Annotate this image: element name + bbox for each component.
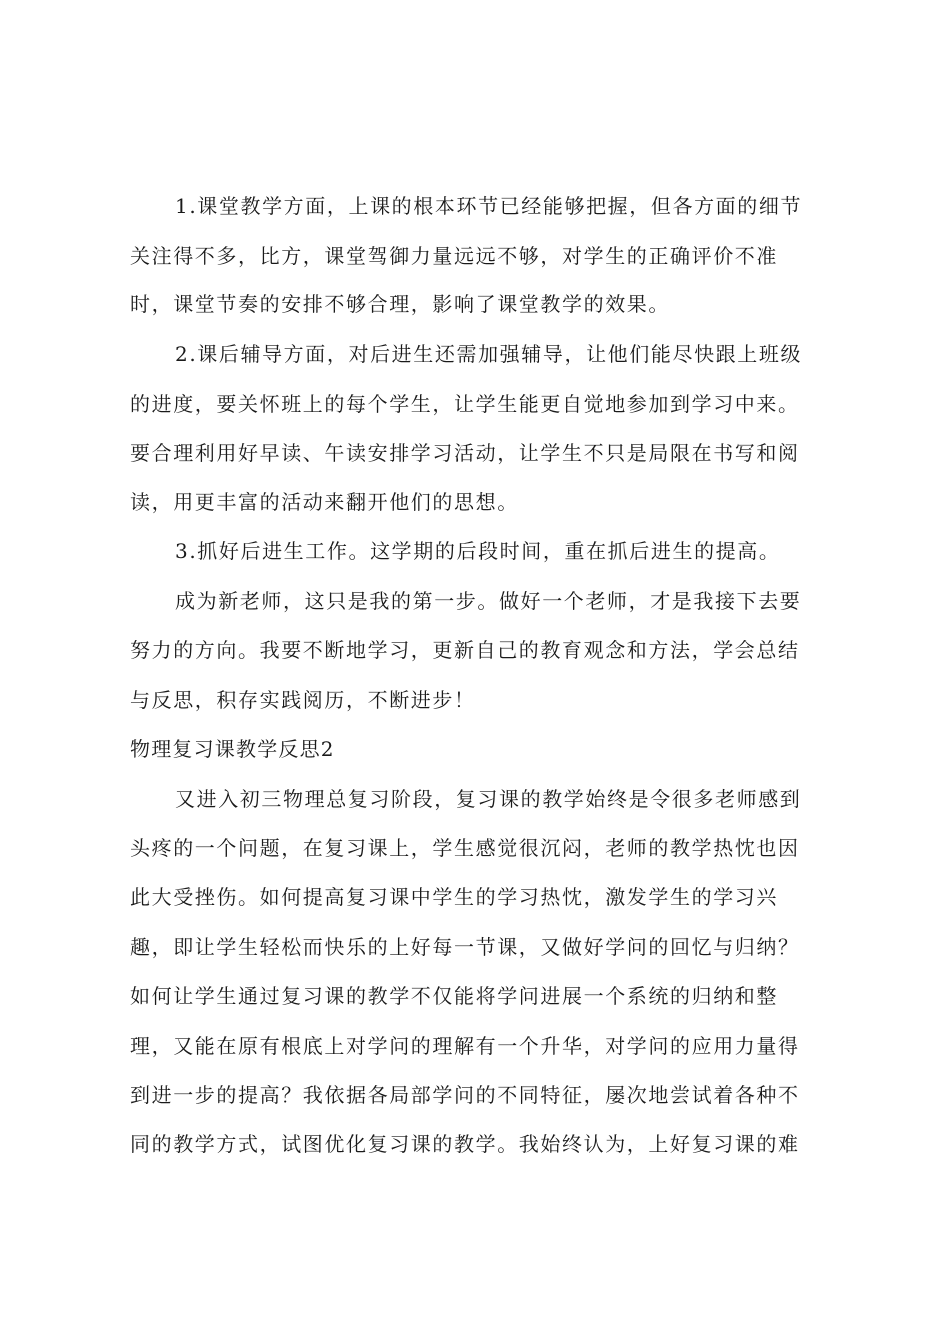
paragraph-5-line-5: 如何让学生通过复习课的教学不仅能将学问进展一个系统的归纳和整 [130, 984, 778, 1008]
paragraph-4-line-3: 与反思，积存实践阅历，不断进步！ [130, 688, 476, 712]
paragraph-5-line-4: 趣，即让学生轻松而快乐的上好每一节课，又做好学问的回忆与归纳？ [130, 935, 800, 959]
paragraph-1-line-2: 关注得不多，比方，课堂驾御力量远远不够，对学生的正确评价不准 [130, 244, 778, 268]
paragraph-5-line-6: 理，又能在原有根底上对学问的理解有一个升华，对学问的应用力量得 [130, 1034, 800, 1058]
paragraph-5-line-2: 头疼的一个问题，在复习课上，学生感觉很沉闷，老师的教学热忱也因 [130, 836, 800, 860]
section-heading: 物理复习课教学反思2 [130, 737, 335, 761]
paragraph-2-line-1: 2.课后辅导方面，对后进生还需加强辅导，让他们能尽快跟上班级 [175, 342, 803, 366]
paragraph-4-line-2: 努力的方向。我要不断地学习，更新自己的教育观念和方法，学会总结 [130, 638, 800, 662]
paragraph-2-line-4: 读，用更丰富的活动来翻开他们的思想。 [130, 490, 519, 514]
paragraph-4-line-1: 成为新老师，这只是我的第一步。做好一个老师，才是我接下去要 [175, 589, 802, 613]
paragraph-1-line-3: 时，课堂节奏的安排不够合理，影响了课堂教学的效果。 [130, 292, 670, 316]
paragraph-5-line-8: 同的教学方式，试图优化复习课的教学。我始终认为，上好复习课的难 [130, 1132, 800, 1156]
paragraph-2-line-3: 要合理利用好早读、午读安排学习活动，让学生不只是局限在书写和阅 [130, 441, 800, 465]
paragraph-1-line-1: 1.课堂教学方面，上课的根本环节已经能够把握，但各方面的细节 [175, 194, 803, 218]
paragraph-5-line-7: 到进一步的提高？我依据各局部学问的不同特征，屡次地尝试着各种不 [130, 1083, 800, 1107]
paragraph-5-line-3: 此大受挫伤。如何提高复习课中学生的学习热忱，激发学生的学习兴 [130, 885, 778, 909]
paragraph-2-line-2: 的进度，要关怀班上的每个学生，让学生能更自觉地参加到学习中来。 [130, 392, 800, 416]
paragraph-5-line-1: 又进入初三物理总复习阶段，复习课的教学始终是令很多老师感到 [175, 787, 802, 811]
paragraph-3-line-1: 3.抓好后进生工作。这学期的后段时间，重在抓后进生的提高。 [175, 539, 781, 563]
